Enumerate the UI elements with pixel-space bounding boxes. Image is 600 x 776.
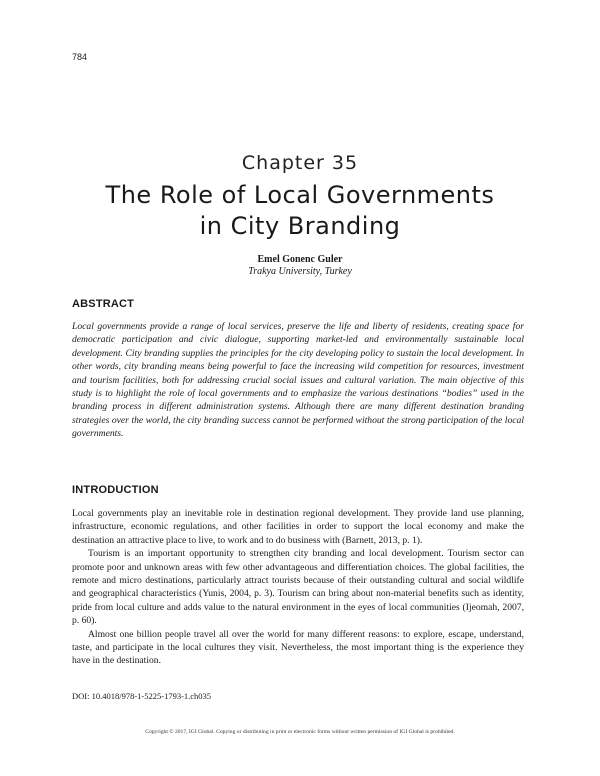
- chapter-title-line-1: The Role of Local Governments: [105, 181, 495, 209]
- chapter-title: [40, 180, 560, 242]
- introduction-heading: INTRODUCTION: [72, 484, 159, 496]
- author-name: Emel Gonenc Guler: [257, 254, 343, 265]
- page-number: 784: [72, 52, 88, 62]
- chapter-title-line-2: in City Branding: [199, 212, 401, 240]
- introduction-body: [72, 507, 524, 668]
- introduction-paragraph: Almost one billion people travel all over the world for many different reasons: to explore, escape, understand, taste, and participate in the local cultures they visit. Nevertheless, the most important thing is the experience they have in the destination.: [72, 628, 524, 667]
- copyright-notice: Copyright © 2017, IGI Global. Copying or distributing in print or electronic forms without written permission of IGI Global is prohibited.: [145, 729, 455, 735]
- abstract-heading: ABSTRACT: [72, 298, 135, 310]
- abstract-text: Local governments provide a range of local services, preserve the life and liberty of residents, creating space for democratic participation and civic dialogue, supporting market-led and environmentally sustainable local development. City branding supplies the principles for the city developing policy to sustain the local development. In other words, city branding means being powerful to face the increasing wild competition for resources, investment and tourism facilities, both for addressing crucial social issues and cultural variation. The main objective of this study is to highlight the role of local governments and to emphasize the various destinations “bodies” used in the branding process in different administration systems. Although there are many different destination branding strategies over the world, the city branding success cannot be performed without the strong participation of the local governments.: [72, 321, 524, 440]
- introduction-paragraph: Local governments play an inevitable role in destination regional development. They provide land use planning, infrastructure, economic regulations, and other facilities in order to support the local economy and make the destination an attractive place to live, to work and to do business with (Barnett, 2013, p. 1).: [72, 508, 524, 546]
- author-affiliation: Trakya University, Turkey: [248, 266, 352, 277]
- introduction-paragraph: Tourism is an important opportunity to strengthen city branding and local development. Tourism sector can promote poor and unknown areas with few other advantageous and differentiation choices. The global facilities, the remote and micro destinations, particularly attract tourists because of their outstanding cultural and social wildlife and geographical characteristics (Yunis, 2004, p. 3). Tourism can bring about non-material benefits such as identity, pride from local culture and adds value to the natural environment in the eyes of local communities (Ijeomah, 2007, p. 60).: [72, 548, 524, 627]
- doi-text: DOI: 10.4018/978-1-5225-1793-1.ch035: [72, 691, 212, 701]
- chapter-label: Chapter 35: [241, 152, 359, 174]
